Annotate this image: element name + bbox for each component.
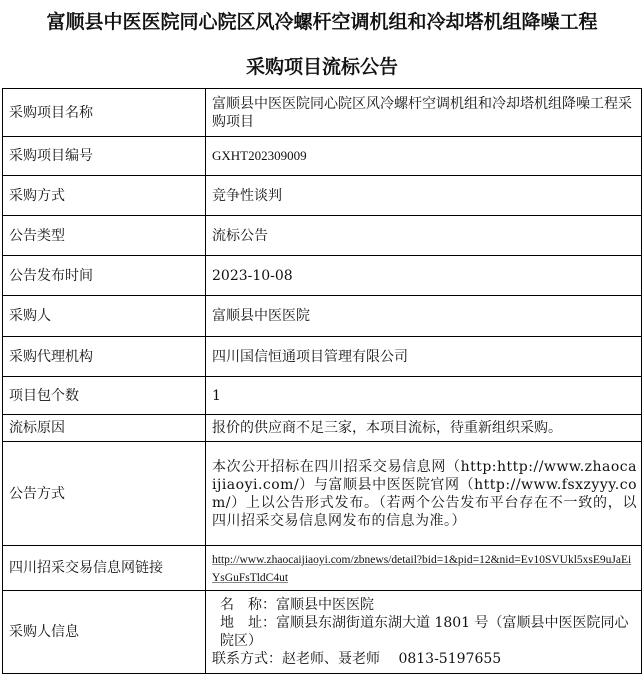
row-value: 四川国信恒通项目管理有限公司 [206, 337, 642, 377]
row-label: 采购项目编号 [3, 137, 206, 176]
row-label: 流标原因 [3, 415, 206, 442]
row-label: 公告发布时间 [3, 256, 206, 296]
row-label: 四川招采交易信息网链接 [3, 546, 206, 591]
table-row [3, 591, 642, 674]
row-value: 竞争性谈判 [206, 176, 642, 216]
row-value: 报价的供应商不足三家，本项目流标，待重新组织采购。 [206, 415, 642, 442]
row-value: 流标公告 [206, 216, 642, 256]
table-row [3, 89, 642, 137]
zhaocai-link[interactable]: http://www.zhaocaijiaoyi.com/zbnews/detail?bid=1&pid=12&nid=Ev10SVUkl5xsE9uJaEiYsGuFsTldC4ut [212, 554, 632, 584]
table-row [3, 337, 642, 377]
table-row [3, 176, 642, 216]
table-row [3, 415, 642, 442]
row-label: 公告方式 [3, 442, 206, 546]
row-label: 公告类型 [3, 216, 206, 256]
row-label: 采购人信息 [3, 591, 206, 674]
table-row [3, 442, 642, 546]
page-title-line2: 采购项目流标公告 [245, 56, 398, 78]
announcement-table [2, 88, 642, 674]
row-value: 2023-10-08 [206, 256, 642, 296]
table-row [3, 546, 642, 591]
purchaser-address: 地 址：富顺县东湖街道东湖大道 1801 号（富顺县中医医院同心院区） [220, 615, 629, 649]
row-value: 富顺县中医医院同心院区风冷螺杆空调机组和冷却塔机组降噪工程采购项目 [206, 89, 642, 137]
row-label: 采购代理机构 [3, 337, 206, 377]
table-row [3, 137, 642, 176]
table-row [3, 256, 642, 296]
table-row [3, 296, 642, 337]
page-title-line1: 富顺县中医医院同心院区风冷螺杆空调机组和冷却塔机组降噪工程 [46, 11, 598, 33]
purchaser-name: 名 称：富顺县中医医院 [220, 597, 374, 613]
row-label: 采购项目名称 [3, 89, 206, 137]
row-label: 项目包个数 [3, 377, 206, 415]
link-cell [206, 546, 642, 591]
table-row [3, 377, 642, 415]
row-value: 1 [206, 377, 642, 415]
purchaser-info-cell [206, 591, 642, 674]
row-value: GXHT202309009 [206, 137, 642, 176]
purchaser-contact: 联系方式：赵老师、聂老师 0813-5197655 [212, 651, 502, 667]
row-value: 富顺县中医医院 [206, 296, 642, 337]
row-label: 采购人 [3, 296, 206, 337]
row-value: 本次公开招标在四川招采交易信息网（http:http://www.zhaocaijiaoyi.com/）与富顺县中医医院官网（http://www.fsxzyyy.com/）上以公告形式发布。（若两个公告发布平台存在不一致的，以四川招采交易信息网发布的信息为准。） [206, 442, 642, 546]
row-label: 采购方式 [3, 176, 206, 216]
table-row [3, 216, 642, 256]
